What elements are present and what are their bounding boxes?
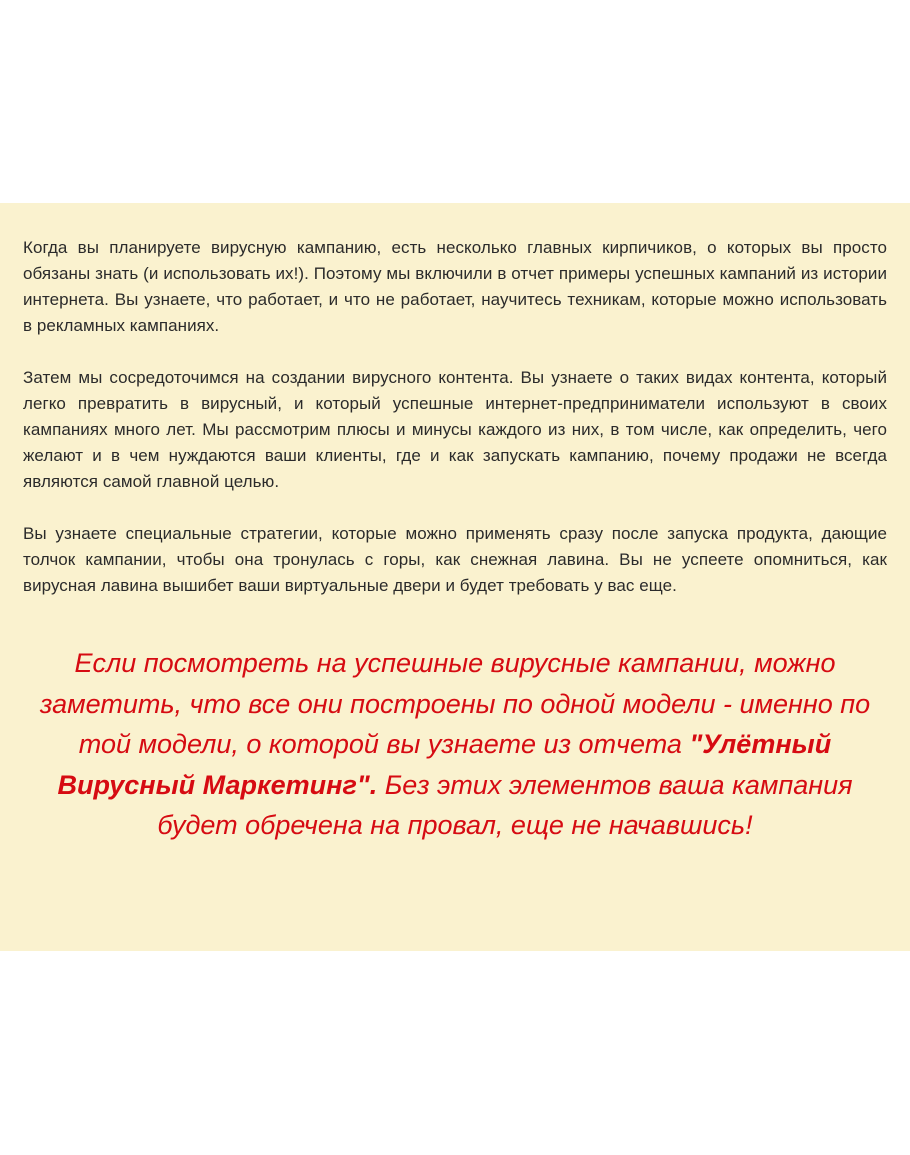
body-paragraph-1: Когда вы планируете вирусную кампанию, есть несколько главных кирпичиков, о которых вы просто обязаны знать (и использовать их!). Поэтому мы включили в отчет примеры успешных кампаний из истории интернета. Вы узнаете, что работает, и что не работает, научитесь техникам, которые можно использовать в рекламных кампаниях. (23, 238, 887, 335)
text-panel (0, 203, 910, 951)
callout-report-title: "Улётный Вирусный Маркетинг". (57, 729, 832, 800)
body-paragraph-3: Вы узнаете специальные стратегии, которые можно применять сразу после запуска продукта, дающие толчок кампании, чтобы она тронулась с горы, как снежная лавина. Вы не успеете опомниться, как вирусная лавина вышибет ваши виртуальные двери и будет требовать у вас еще. (23, 524, 887, 595)
body-paragraph-2: Затем мы сосредоточимся на создании вирусного контента. Вы узнаете о таких видах контента, который легко превратить в вирусный, и который успешные интернет-предприниматели используют в своих кампаниях много лет. Мы рассмотрим плюсы и минусы каждого из них, в том числе, как определить, чего желают и в чем нуждаются ваши клиенты, где и как запускать кампанию, почему продажи не всегда являются самой главной целью. (23, 368, 887, 491)
callout-quote (23, 643, 887, 846)
callout-outro: Без этих элементов ваша кампания будет обречена на провал, еще не начавшись! (157, 769, 853, 840)
callout-intro: Если посмотреть на успешные вирусные кампании, можно заметить, что все они построены по одной модели - именно по той модели, о которой вы узнаете из отчета (39, 648, 871, 759)
